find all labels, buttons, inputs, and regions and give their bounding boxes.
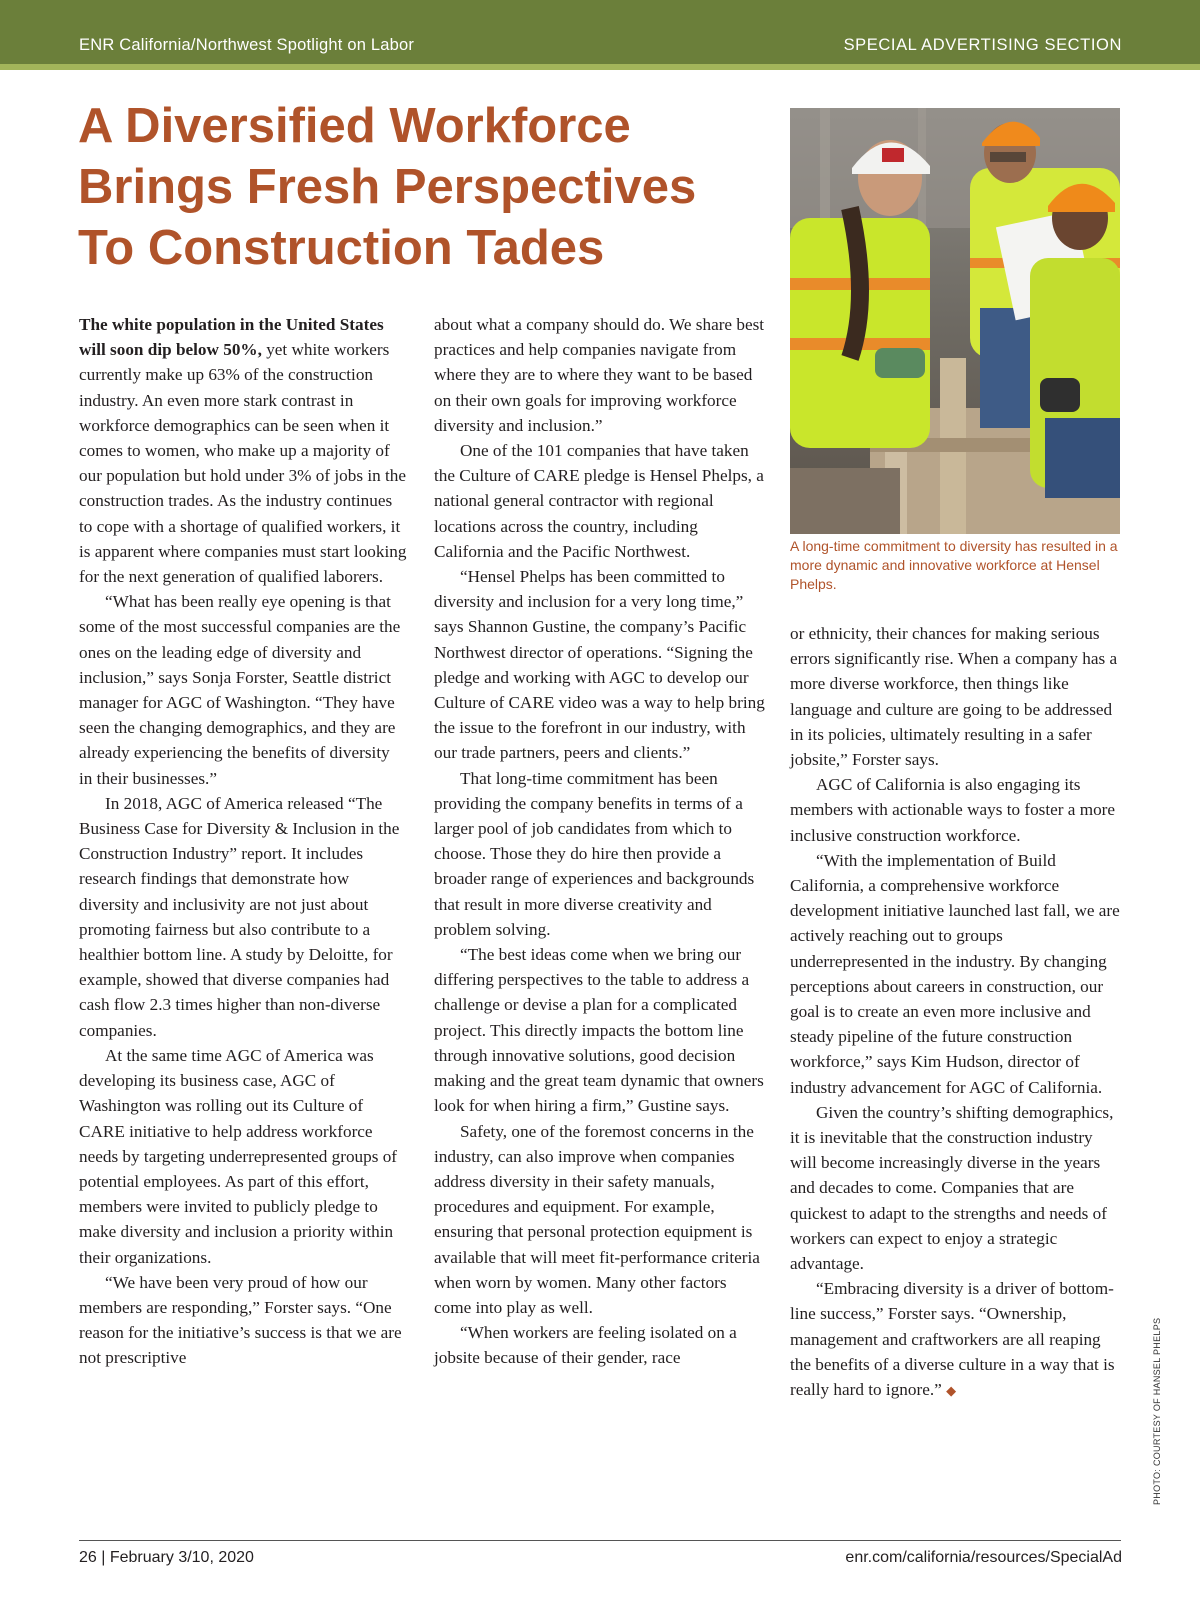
title-line-2: Brings Fresh Perspectives	[78, 160, 697, 214]
publication-name: ENR California/Northwest Spotlight on Labor	[79, 36, 415, 54]
workers-photo	[790, 108, 1120, 534]
lead-rest: yet white workers currently make up 63% of the construction industry. An even more stark contrast in workforce demographics can be seen when it comes to women, who make up a majority of our population but hold under 3% of jobs in the construction trades. As the industry continues to cope with a shortage of qualified workers, it is apparent where companies must start looking for the next generation of qualified laborers.	[79, 340, 407, 587]
final-paragraph-text: “Embracing diversity is a driver of bottom-line success,” Forster says. “Ownership, management and craftworkers are all reaping the benefits of a diverse culture in a way that is really hard to ignore.”	[790, 1279, 1115, 1400]
paragraph: Given the country’s shifting demographics, it is inevitable that the construction industry will become increasingly diverse in the years and decades to come. Companies that are quickest to adapt to the strengths and needs of workers can expect to enjoy a strategic advantage.	[790, 1102, 1114, 1274]
final-paragraph	[790, 1276, 1120, 1403]
paragraph: AGC of California is also engaging its members with actionable ways to foster a more inclusive construction workforce.	[790, 775, 1116, 845]
paragraph: One of the 101 companies that have taken the Culture of CARE pledge is Hensel Phelps, a national general contractor with regional locations across the country, including California and the Pacific Northwest.	[434, 441, 764, 561]
section-label: SPECIAL ADVERTISING SECTION	[843, 36, 1122, 54]
photo-caption: A long-time commitment to diversity has resulted in a more dynamic and innovative workforce at Hensel Phelps.	[790, 538, 1118, 592]
article-column-2	[434, 312, 768, 1371]
header-stripe	[0, 64, 1200, 70]
article-column-1	[79, 312, 407, 1371]
photo-credit: PHOTO: COURTESY OF HANSEL PHELPS	[1152, 1317, 1162, 1505]
paragraph: “We have been very proud of how our members are responding,” Forster says. “One reason for the initiative’s success is that we are not prescriptive	[79, 1272, 402, 1368]
paragraph: That long-time commitment has been providing the company benefits in terms of a larger pool of job candidates from which to choose. Those they do hire then provide a broader range of experiences and backgrounds that result in more diverse creativity and problem solving.	[434, 768, 755, 939]
paragraph: “What has been really eye opening is that some of the most successful companies are the ones on the leading edge of diversity and inclusion,” says Sonja Forster, Seattle district manager for AGC of Washington. “They have seen the changing demographics, and they are already experiencing the benefits of diversity in their businesses.”	[79, 592, 401, 788]
page-number-date: 26 | February 3/10, 2020	[79, 1549, 254, 1566]
footer-divider	[79, 1540, 1121, 1541]
paragraph-continued: or ethnicity, their chances for making serious errors significantly rise. When a company has a more diverse workforce, then things like language and culture are going to be addressed in its policies, ultimately resulting in a safer jobsite,” Forster says.	[790, 624, 1118, 770]
article-column-3	[790, 621, 1120, 1403]
end-diamond-icon: ◆	[946, 1383, 957, 1399]
paragraph: In 2018, AGC of America released “The Business Case for Diversity & Inclusion in the Construction Industry” report. It includes research findings that demonstrate how diversity and inclusivity are not just about promoting fairness but also contribute to a healthier bottom line. A study by Deloitte, for example, showed that diverse companies had cash flow 2.3 times higher than non-diverse companies.	[79, 793, 400, 1040]
footer-url: enr.com/california/resources/SpecialAd	[845, 1549, 1122, 1566]
paragraph: “When workers are feeling isolated on a jobsite because of their gender, race	[434, 1323, 737, 1368]
paragraph-continued: about what a company should do. We share best practices and help companies navigate from where they are to where they want to be based on their own goals for improving workforce diversity and inclusion.”	[434, 315, 765, 435]
lead-bold: The white population in the United States will soon dip below 50%,	[79, 315, 384, 360]
paragraph: “With the implementation of Build California, a comprehensive workforce development initiative launched last fall, we are actively reaching out to groups underrepresented in the industry. By changing perceptions about careers in construction, our goal is to create an even more inclusive and steady pipeline of the future construction workforce,” says Kim Hudson, director of industry advancement for AGC of California.	[790, 850, 1120, 1097]
title-line-1: A Diversified Workforce	[78, 99, 631, 153]
paragraph: At the same time AGC of America was developing its business case, AGC of Washington was rolling out its Culture of CARE initiative to help address workforce needs by targeting underrepresented groups of potential employees. As part of this effort, members were invited to publicly pledge to make diversity and inclusion a priority within their organizations.	[79, 1045, 398, 1267]
page-title	[78, 96, 758, 279]
paragraph: Safety, one of the foremost concerns in the industry, can also improve when companies address diversity in their safety manuals, procedures and equipment. For example, ensuring that personal protection equipment is available that will meet fit-performance criteria when worn by women. Many other factors come into play as well.	[434, 1121, 760, 1317]
paragraph: “The best ideas come when we bring our differing perspectives to the table to address a challenge or devise a plan for a complicated project. This directly impacts the bottom line through innovative solutions, good decision making and the great team dynamic that owners look for when hiring a firm,” Gustine says.	[434, 945, 764, 1116]
header-bar	[0, 0, 1200, 64]
lead-paragraph	[79, 312, 407, 589]
title-line-3: To Construction Tades	[78, 221, 605, 275]
paragraph: “Hensel Phelps has been committed to diversity and inclusion for a very long time,” says Shannon Gustine, the company’s Pacific Northwest director of operations. “Signing the pledge and working with AGC to develop our Culture of CARE video was a way to help bring the issue to the forefront in our industry, with our trade partners, peers and clients.”	[434, 567, 765, 763]
